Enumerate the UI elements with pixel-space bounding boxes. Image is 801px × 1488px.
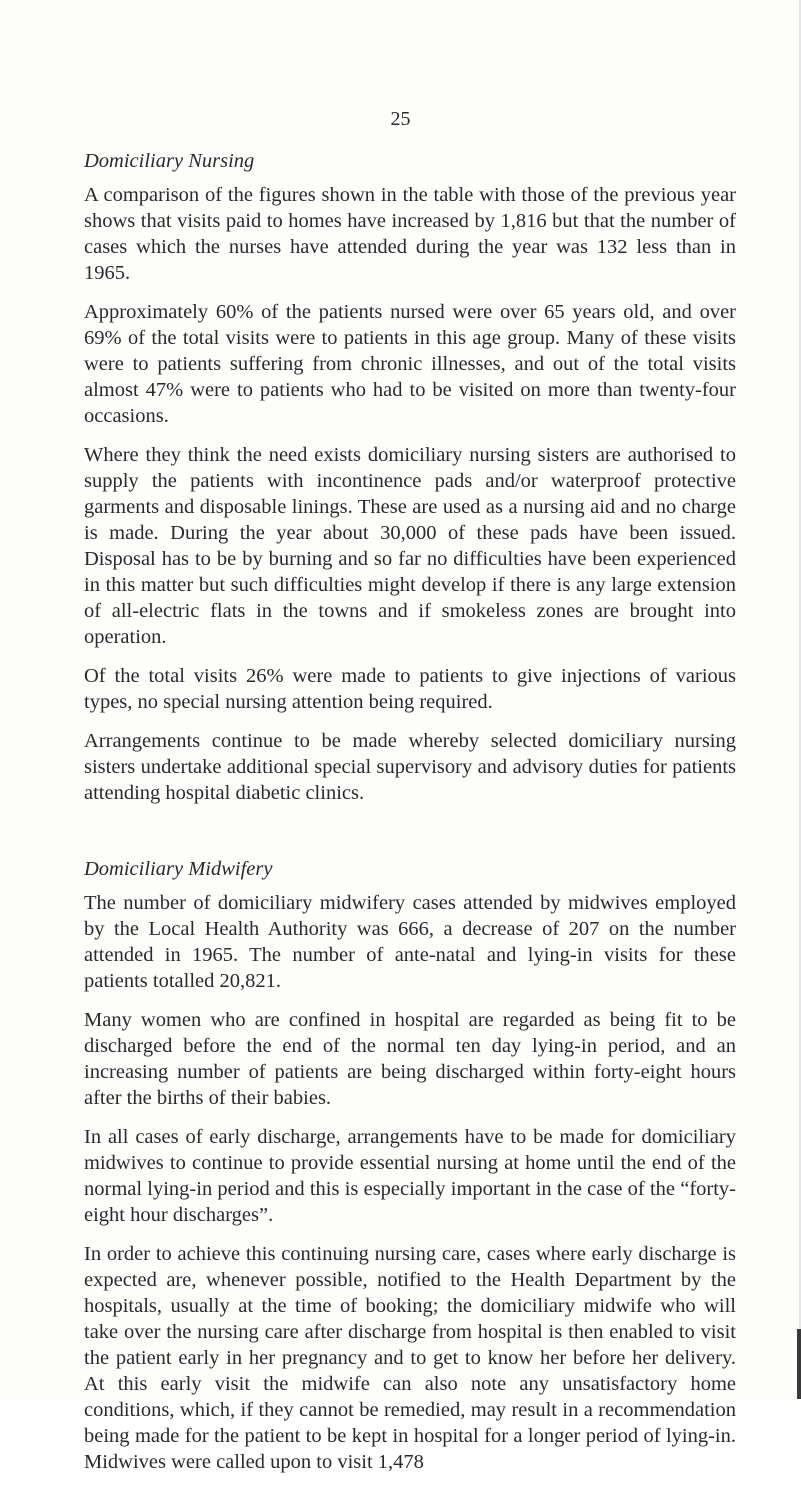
paragraph: Many women who are confined in hospital are regarded as being fit to be discharged before the end of the normal ten day lying-in period, and an increasing number of patients are being discharged within forty-eight hours after the births of their babies.: [84, 1009, 736, 1109]
section-heading: Domiciliary Midwifery: [84, 858, 273, 880]
paragraph: Approximately 60% of the patients nursed were over 65 years old, and over 69% of the total visits were to patients in this age group. Many of these visits were to patients suffering from chronic illnesses, and out of the total visits almost 47% were to patients who had to be visited on more than twenty-four occasions.: [84, 301, 736, 427]
section-domiciliary-midwifery: [84, 856, 736, 1475]
section-heading: Domiciliary Nursing: [84, 150, 255, 172]
section-domiciliary-nursing: [84, 148, 736, 806]
paragraph: Of the total visits 26% were made to patients to give injections of various types, no special nursing attention being required.: [84, 665, 736, 713]
paragraph: In order to achieve this continuing nursing care, cases where early discharge is expected are, whenever possible, notified to the Health Department by the hospitals, usually at the time of booking; the domiciliary midwife who will take over the nursing care after discharge from hospital is then enabled to visit the patient early in her pregnancy and to get to know her before her delivery. At this early visit the midwife can also note any unsatisfactory home conditions, which, if they cannot be remedied, may result in a recommendation being made for the patient to be kept in hospital for a longer period of lying-in. Midwives were called upon to visit 1,478: [84, 1243, 736, 1473]
paragraph: In all cases of early discharge, arrangements have to be made for domiciliary midwives to continue to provide essential nursing at home until the end of the normal lying-in period and this is especially important in the case of the “forty-eight hour discharges”.: [84, 1126, 736, 1226]
page-content: [84, 148, 736, 1488]
paragraph: Arrangements continue to be made whereby selected domiciliary nursing sisters undertake additional special supervisory and advisory duties for patients attending hospital diabetic clinics.: [84, 730, 736, 804]
paragraph: A comparison of the figures shown in the table with those of the previous year shows that visits paid to homes have increased by 1,816 but that the number of cases which the nurses have attended during the year was 132 less than in 1965.: [84, 184, 736, 284]
paragraph: The number of domiciliary midwifery cases attended by midwives employed by the Local Health Authority was 666, a decrease of 207 on the number attended in 1965. The number of ante-natal and lying-in visits for these patients totalled 20,821.: [84, 892, 736, 992]
page-number: 25: [390, 108, 411, 130]
scan-edge-mark: [797, 1329, 801, 1399]
paragraph: Where they think the need exists domiciliary nursing sisters are authorised to supply the patients with incontinence pads and/or waterproof protective garments and disposable linings. These are used as a nursing aid and no charge is made. During the year about 30,000 of these pads have been issued. Disposal has to be by burning and so far no difficulties have been experienced in this matter but such difficulties might develop if there is any large extension of all-electric flats in the towns and if smokeless zones are brought into operation.: [84, 444, 736, 648]
